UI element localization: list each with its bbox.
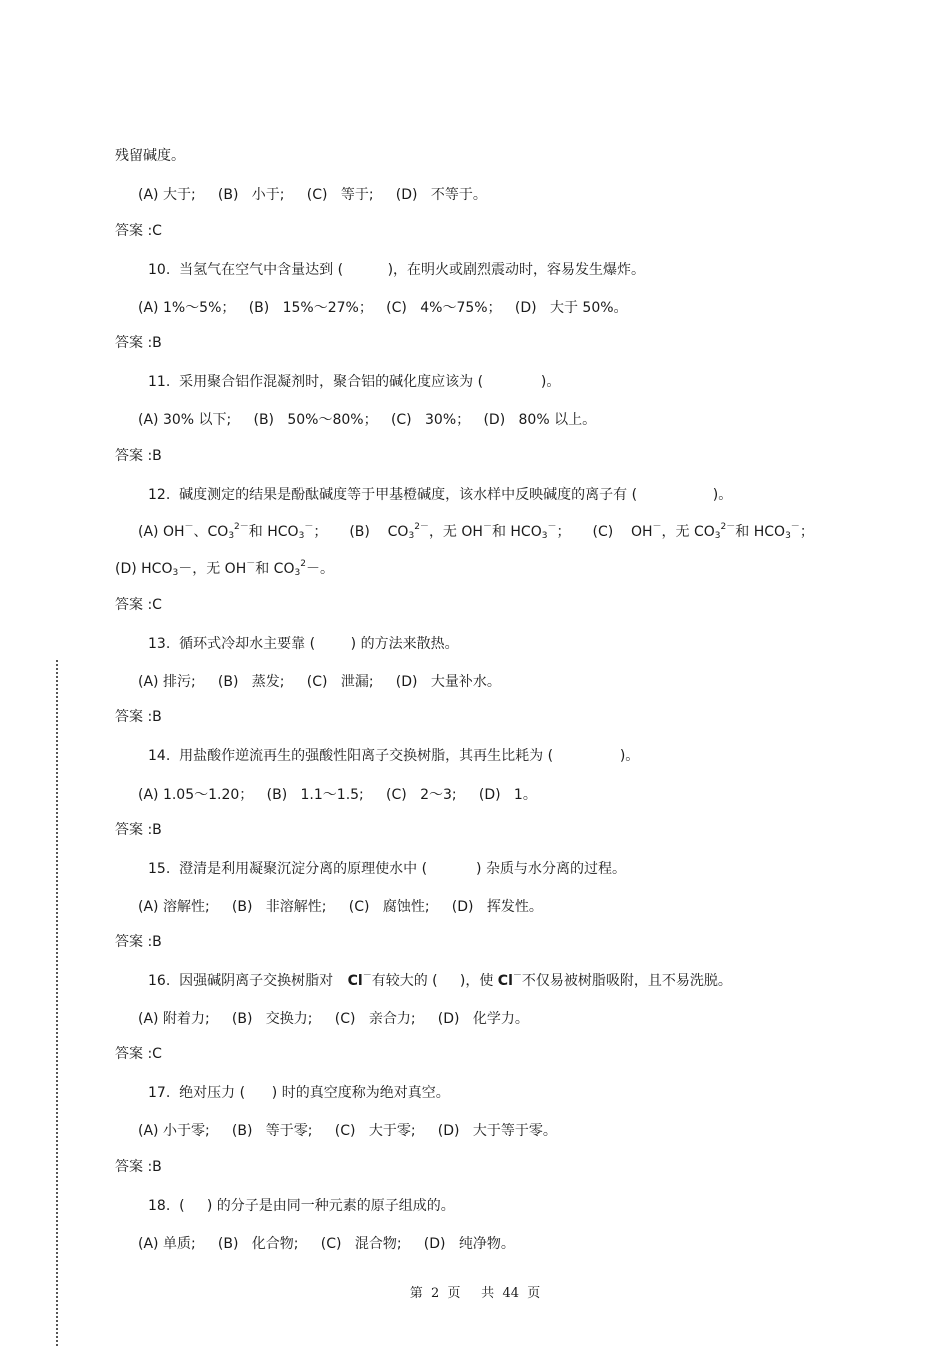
question-16: 16. 因强碱阴离子交换树脂对 Cl－有较大的 ( )，使 Cl－不仅易被树脂吸附，且不易洗脱。 bbox=[148, 971, 732, 989]
chloride-ion: Cl bbox=[347, 973, 363, 989]
question-12: 12. 碱度测定的结果是酚酞碱度等于甲基橙碱度，该水样中反映碱度的离子有 ( )。 bbox=[148, 487, 733, 503]
chloride-ion: Cl bbox=[497, 973, 513, 989]
answer-line: 答案 :B bbox=[115, 335, 162, 351]
options-line: (A) 小于零; (B) 等于零; (C) 大于零; (D) 大于等于零。 bbox=[138, 1123, 557, 1139]
question-17: 17. 绝对压力 ( ) 时的真空度称为绝对真空。 bbox=[148, 1085, 450, 1101]
question-18: 18. ( ) 的分子是由同一种元素的原子组成的。 bbox=[148, 1198, 455, 1214]
options-line-formulas: (A) OH－、$CO_3^{2-}$和 $HCO_3^-$； (B) $CO_3^{2-}$，无 OH－和 $HCO_3^-$； (C) OH－，无 $CO_3^{2-}$和 $HCO_3^-$； bbox=[138, 522, 814, 541]
answer-line: 答案 :B bbox=[115, 1159, 162, 1175]
question-13: 13. 循环式冷却水主要靠 ( ) 的方法来散热。 bbox=[148, 636, 459, 652]
question-10: 10. 当氢气在空气中含量达到 ( )，在明火或剧烈震动时，容易发生爆炸。 bbox=[148, 262, 646, 278]
text-line: 残留碱度。 bbox=[115, 148, 185, 164]
option-d-label: (D) HCO bbox=[115, 561, 173, 577]
answer-line: 答案 :B bbox=[115, 934, 162, 950]
options-line: (A) 溶解性; (B) 非溶解性; (C) 腐蚀性; (D) 挥发性。 bbox=[138, 899, 543, 915]
answer-line: 答案 :B bbox=[115, 448, 162, 464]
option-c-label: (C) OH bbox=[592, 524, 653, 540]
options-line: (A) 1.05～1.20； (B) 1.1～1.5; (C) 2～3; (D) 1。 bbox=[138, 787, 537, 803]
option-a-label: (A) OH bbox=[138, 524, 185, 540]
options-line: (A) 大于; (B) 小于; (C) 等于; (D) 不等于。 bbox=[138, 187, 487, 203]
question-15: 15. 澄清是利用凝聚沉淀分离的原理使水中 ( ) 杂质与水分离的过程。 bbox=[148, 861, 626, 877]
page-footer bbox=[0, 1282, 950, 1301]
answer-line: 答案 :B bbox=[115, 822, 162, 838]
question-11: 11. 采用聚合铝作混凝剂时，聚合铝的碱化度应该为 ( )。 bbox=[148, 374, 561, 390]
question-14: 14. 用盐酸作逆流再生的强酸性阳离子交换树脂，其再生比耗为 ( )。 bbox=[148, 748, 640, 764]
page-number: 第 2 页 共 44 页 bbox=[409, 1286, 541, 1301]
options-line-formulas: (D) $HCO_3-$，无 OH－和 $CO_3^2-$。 bbox=[115, 559, 334, 578]
option-b-label: (B) CO bbox=[349, 524, 409, 540]
options-line: (A) 单质; (B) 化合物; (C) 混合物; (D) 纯净物。 bbox=[138, 1236, 515, 1252]
answer-line: 答案 :C bbox=[115, 597, 162, 613]
options-line: (A) 排污; (B) 蒸发; (C) 泄漏; (D) 大量补水。 bbox=[138, 674, 501, 690]
options-line: (A) 1%～5%； (B) 15%～27%； (C) 4%～75%； (D) 大于 50%。 bbox=[138, 300, 628, 316]
options-line: (A) 附着力; (B) 交换力; (C) 亲合力; (D) 化学力。 bbox=[138, 1011, 529, 1027]
answer-line: 答案 :C bbox=[115, 1046, 162, 1062]
answer-line: 答案 :C bbox=[115, 223, 162, 239]
options-line: (A) 30% 以下; (B) 50%～80%； (C) 30%； (D) 80% 以上。 bbox=[138, 412, 597, 428]
answer-line: 答案 :B bbox=[115, 709, 162, 725]
binding-dotted-line bbox=[56, 660, 58, 1346]
